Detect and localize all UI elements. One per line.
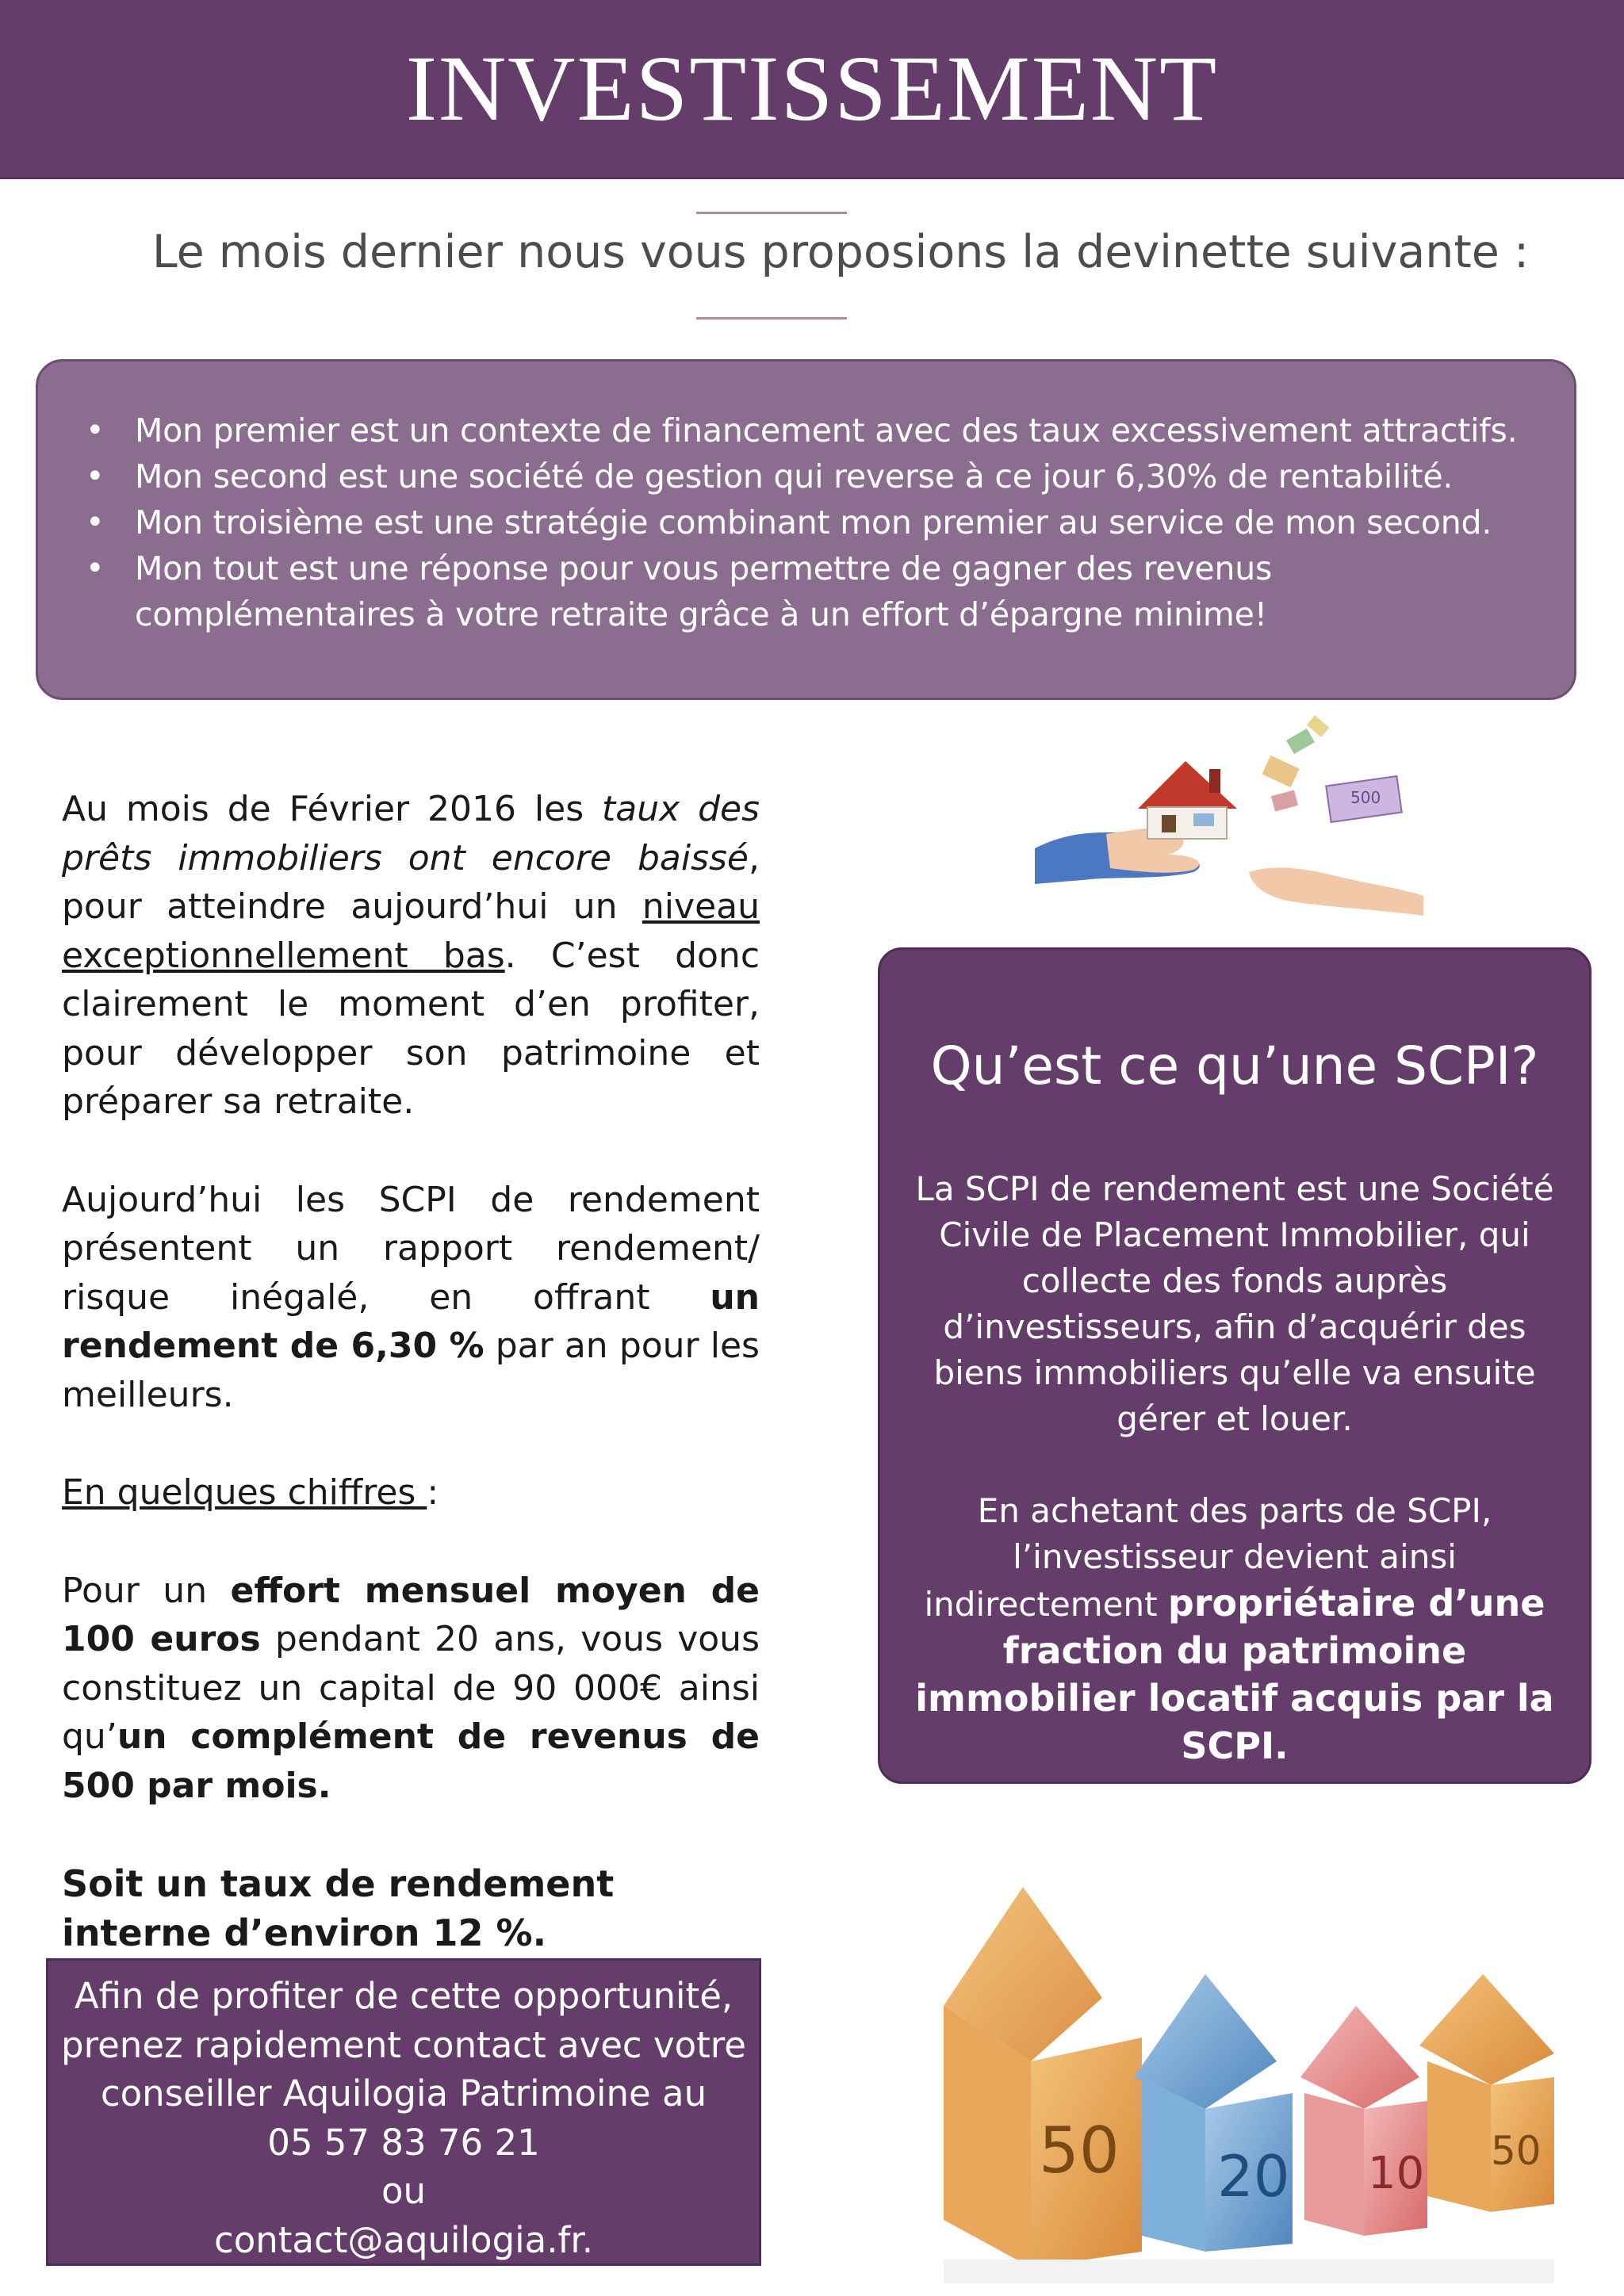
underlined-heading: En quelques chiffres xyxy=(62,1472,427,1513)
text: pendant 20 ans, vous vous constituez un capital de 90 000€ ainsi qu’ xyxy=(62,1619,760,1757)
italic-text: taux des prêts immobiliers ont encore baissé xyxy=(62,789,760,878)
paragraph-scpi-yield xyxy=(62,1176,760,1420)
text: . C’est donc clairement le moment d’en profiter, pour développer son patrimoine et préparer sa retraite. xyxy=(62,935,760,1122)
scpi-title: Qu’est ce qu’une SCPI? xyxy=(930,1035,1539,1096)
banknote-label: 50 xyxy=(1491,2128,1542,2174)
article-body xyxy=(62,785,760,2007)
contact-phone[interactable]: 05 57 83 76 21 xyxy=(267,2121,540,2164)
riddle-item: • Mon second est une société de gestion qui reverse à ce jour 6,30% de rentabilité. xyxy=(86,453,1547,499)
bold-text: un rendement de 6,30 % xyxy=(62,1276,760,1366)
banknote-label: 50 xyxy=(1039,2114,1120,2187)
bold-text: propriétaire d’une fraction du patrimoine immobilier locatif acquis par la SCPI. xyxy=(915,1582,1554,1767)
subtitle: Le mois dernier nous vous proposions la devinette suivante : xyxy=(151,226,1530,278)
paragraph-figures xyxy=(62,1567,760,1811)
house-in-hands-icon xyxy=(1035,714,1423,920)
riddle-box xyxy=(36,359,1576,700)
paragraph-irr: Soit un taux de rendement interne d’environ 12 %. xyxy=(62,1862,615,1954)
text: Au mois de Février 2016 les xyxy=(62,789,603,829)
paragraph-figures-heading xyxy=(62,1468,760,1517)
banknote-label: 500 xyxy=(1350,788,1381,807)
riddle-item: • Mon premier est un contexte de financement avec des taux excessivement attractifs. xyxy=(86,408,1547,453)
scpi-definition: La SCPI de rendement est une Société Civile de Placement Immobilier, qui collecte des fonds auprès d’investisseurs, afin d’acquérir des biens immobiliers qu’elle va ensuite gérer et louer. xyxy=(915,1169,1554,1438)
riddle-item: • Mon troisième est une stratégie combinant mon premier au service de mon second. xyxy=(86,499,1547,545)
contact-line: Afin de profiter de cette opportunité, xyxy=(74,1975,733,2017)
bold-text: effort mensuel moyen de 100 euros xyxy=(62,1570,760,1659)
text: par an pour les meilleurs. xyxy=(62,1326,760,1415)
contact-email[interactable]: contact@aquilogia.fr. xyxy=(213,2218,594,2261)
divider-bottom xyxy=(696,317,847,320)
header-banner xyxy=(0,0,1624,179)
text: : xyxy=(427,1472,439,1513)
text: , pour atteindre aujourd’hui un xyxy=(62,837,760,927)
banknote-label: 10 xyxy=(1368,2148,1425,2199)
bold-text: un complément de revenus de 500 par mois. xyxy=(62,1716,760,1806)
riddle-list xyxy=(86,408,1547,637)
text: En achetant des parts de SCPI, l’investisseur devient ainsi indirectement xyxy=(924,1491,1492,1624)
underlined-text: niveau exceptionnellement bas xyxy=(62,886,760,976)
contact-line: conseiller Aquilogia Patrimoine au xyxy=(100,2072,707,2114)
banknote-houses-icon xyxy=(944,1839,1554,2283)
text: Aujourd’hui les SCPI de rendement présentent un rapport rendement/ risque inégalé, en offrant xyxy=(62,1179,760,1318)
scpi-ownership xyxy=(904,1488,1565,1770)
contact-box xyxy=(46,1958,761,2266)
page-title: INVESTISSEMENT xyxy=(405,36,1219,140)
divider-top xyxy=(696,212,847,214)
contact-or: ou xyxy=(381,2170,427,2212)
text: Pour un xyxy=(62,1570,231,1611)
paragraph-rates xyxy=(62,785,760,1127)
riddle-item: • Mon tout est une réponse pour vous permettre de gagner des revenus complémentaires à votre retraite grâce à un effort d’épargne minime! xyxy=(86,545,1547,637)
banknote-label: 20 xyxy=(1217,2143,1290,2210)
scpi-box xyxy=(878,947,1591,1784)
contact-line: prenez rapidement contact avec votre xyxy=(61,2023,746,2066)
